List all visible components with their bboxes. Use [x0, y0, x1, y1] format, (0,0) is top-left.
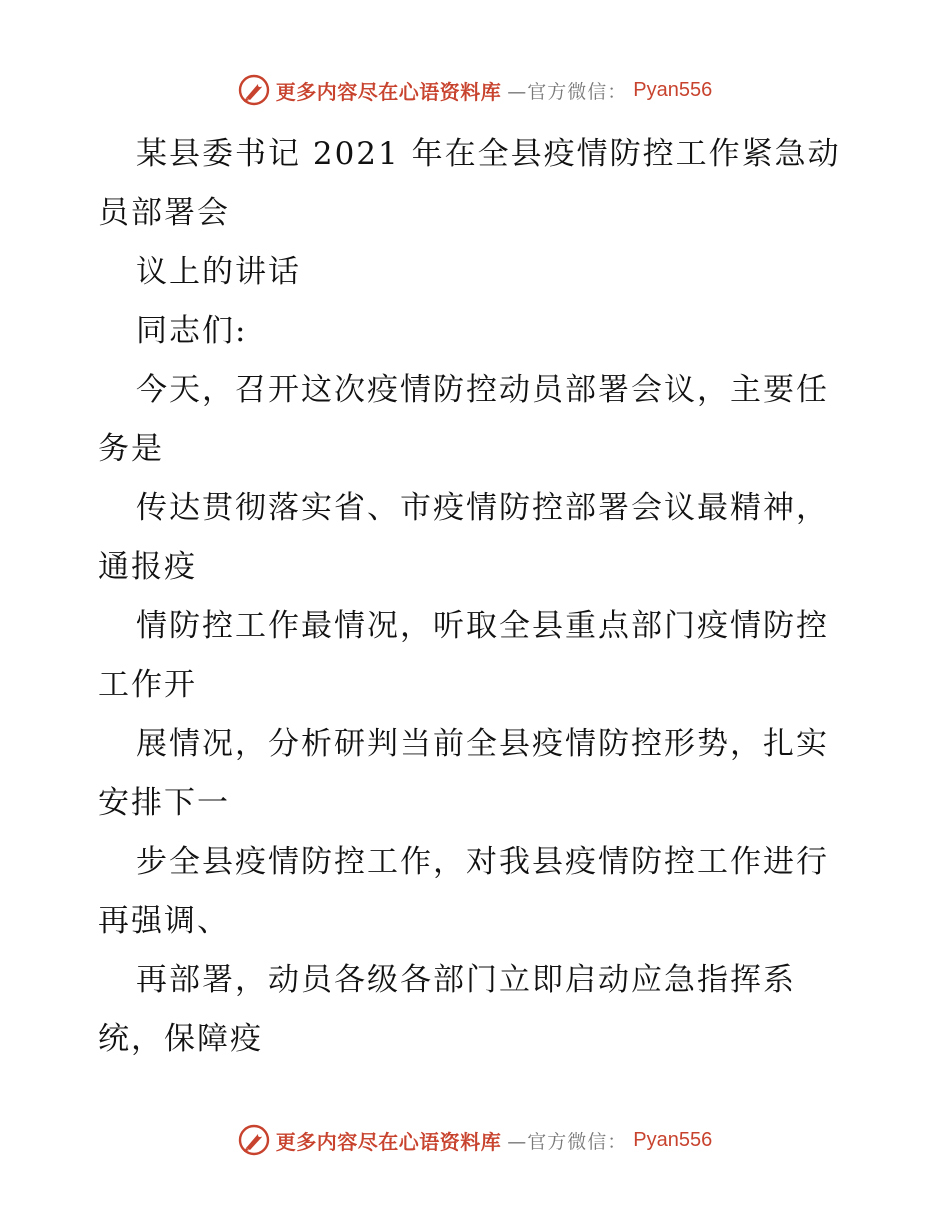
- watermark-handle: Pyan556: [633, 78, 713, 101]
- header-watermark: [0, 72, 950, 108]
- text-line: 统，保障疫: [98, 1021, 263, 1057]
- text-line: 务是: [98, 431, 164, 467]
- text-line: 议上的讲话: [136, 254, 301, 290]
- pen-logo-icon: [238, 74, 270, 106]
- watermark-handle: Pyan556: [633, 1128, 713, 1151]
- text-line: 传达贯彻落实省、市疫情防控部署会议最精神，: [136, 490, 829, 526]
- watermark-separator: —官方微信：: [507, 1130, 628, 1153]
- footer-watermark: [0, 1122, 950, 1158]
- watermark-brand: 更多内容尽在心语资料库: [275, 1129, 502, 1154]
- pen-logo-icon: [238, 1124, 270, 1156]
- text-line: 某县委书记 2021 年在全县疫情防控工作紧急动: [136, 136, 841, 172]
- text-line: 今天，召开这次疫情防控动员部署会议，主要任: [136, 372, 829, 408]
- text-line: 再部署，动员各级各部门立即启动应急指挥系: [136, 962, 796, 998]
- text-line: 情防控工作最情况，听取全县重点部门疫情防控: [136, 608, 829, 644]
- text-line: 展情况，分析研判当前全县疫情防控形势，扎实: [136, 726, 829, 762]
- watermark-brand: 更多内容尽在心语资料库: [275, 79, 502, 104]
- text-line: 安排下一: [98, 785, 230, 821]
- document-body: [98, 125, 858, 1069]
- text-line: 通报疫: [98, 549, 197, 585]
- watermark-separator: —官方微信：: [507, 80, 628, 103]
- text-line: 再强调、: [98, 903, 230, 939]
- text-line: 步全县疫情防控工作，对我县疫情防控工作进行: [136, 844, 829, 880]
- text-line: 员部署会: [98, 195, 230, 231]
- text-line: 同志们:: [136, 313, 248, 349]
- text-line: 工作开: [98, 667, 197, 703]
